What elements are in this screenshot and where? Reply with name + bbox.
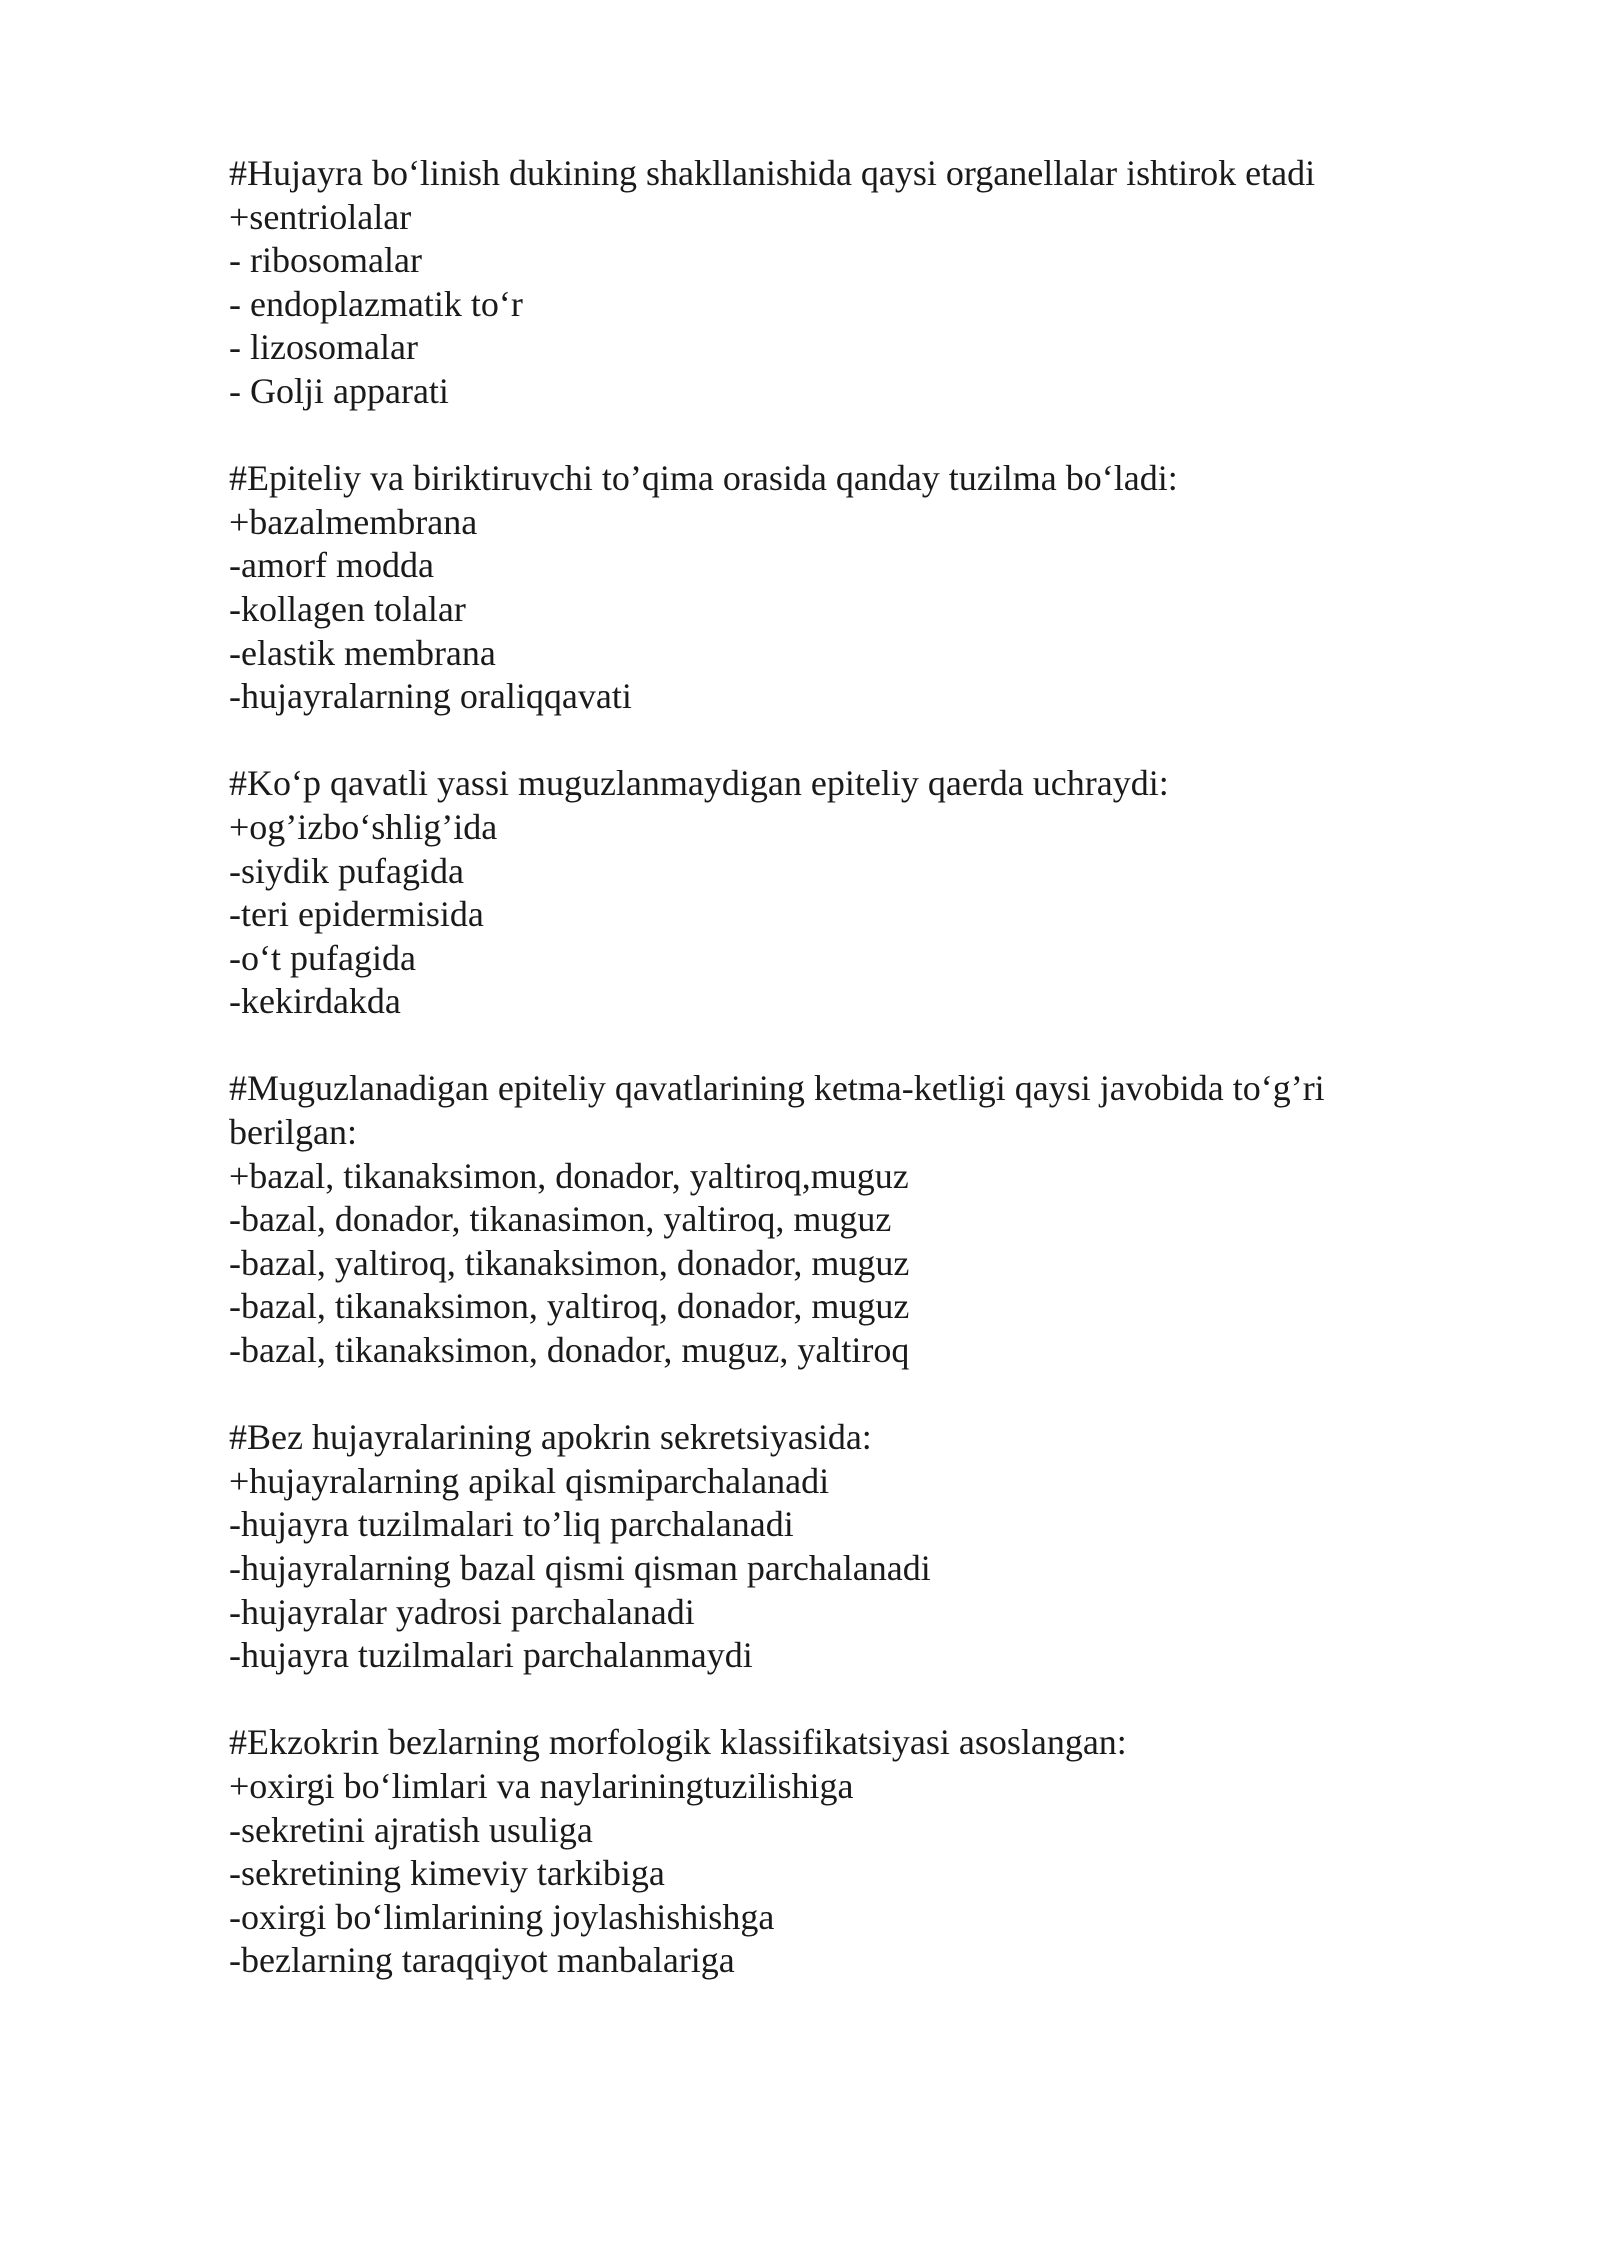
question-text: #Hujayra bo‘linish dukining shakllanishida qaysi organellalar ishtirok etadi — [229, 153, 1316, 193]
question-text: #Ko‘p qavatli yassi muguzlanmaydigan epiteliy qaerda uchraydi: — [229, 763, 1169, 804]
answer-option: -bazal, donador, tikanasimon, yaltiroq, muguz — [229, 1199, 892, 1240]
answer-option: -siydik pufagida — [229, 850, 464, 891]
question-block-3 — [229, 762, 1429, 1024]
question-block-4 — [229, 1067, 1429, 1372]
answer-option: - endoplazmatik to‘r — [229, 283, 523, 324]
question-block-2 — [229, 457, 1429, 719]
answer-option: -bazal, tikanaksimon, donador, muguz, yaltiroq — [229, 1330, 910, 1371]
answer-option: -hujayralarning oraliqqavati — [229, 676, 632, 717]
answer-option: -elastik membrana — [229, 632, 496, 673]
question-block-6 — [229, 1721, 1429, 1983]
answer-option: -sekretining kimeviy tarkibiga — [229, 1853, 665, 1894]
answer-option: -bezlarning taraqqiyot manbalariga — [229, 1940, 735, 1981]
answer-option: -sekretini ajratish usuliga — [229, 1809, 593, 1850]
answer-option: -hujayralar yadrosi parchalanadi — [229, 1591, 695, 1632]
question-block-1 — [229, 152, 1429, 414]
answer-option: -bazal, yaltiroq, tikanaksimon, donador, muguz — [229, 1242, 910, 1283]
answer-option: -kollagen tolalar — [229, 588, 466, 629]
answer-option: - ribosomalar — [229, 240, 422, 281]
question-text: #Bez hujayralarining apokrin sekretsiyasida: — [229, 1417, 872, 1458]
answer-option: - lizosomalar — [229, 327, 418, 368]
answer-option: -amorf modda — [229, 545, 434, 586]
correct-answer: +oxirgi bo‘limlari va naylariningtuzilishiga — [229, 1765, 854, 1806]
question-text: #Ekzokrin bezlarning morfologik klassifikatsiyasi asoslangan: — [229, 1722, 1127, 1763]
answer-option: -o‘t pufagida — [229, 937, 416, 978]
document-page — [229, 152, 1429, 2027]
answer-option: -bazal, tikanaksimon, yaltiroq, donador, muguz — [229, 1286, 910, 1327]
question-block-5 — [229, 1416, 1429, 1678]
answer-option: -kekirdakda — [229, 981, 401, 1022]
question-text: #Epiteliy va biriktiruvchi to’qima orasida qanday tuzilma bo‘ladi: — [229, 458, 1178, 499]
answer-option: -hujayra tuzilmalari parchalanmaydi — [229, 1635, 753, 1676]
answer-option: - Golji apparati — [229, 370, 449, 411]
answer-option: -hujayralarning bazal qismi qisman parchalanadi — [229, 1548, 931, 1588]
correct-answer: +bazal, tikanaksimon, donador, yaltiroq,muguz — [229, 1155, 909, 1196]
answer-option: -oxirgi bo‘limlarining joylashishishga — [229, 1896, 775, 1937]
correct-answer: +sentriolalar — [229, 196, 412, 237]
correct-answer: +og’izbo‘shlig’ida — [229, 806, 498, 847]
question-text: #Muguzlanadigan epiteliy qavatlarining ketma-ketligi qaysi javobida to‘g’ri berilgan: — [229, 1068, 1334, 1153]
correct-answer: +bazalmembrana — [229, 501, 478, 542]
answer-option: -teri epidermisida — [229, 894, 484, 935]
correct-answer: +hujayralarning apikal qismiparchalanadi — [229, 1460, 830, 1501]
answer-option: -hujayra tuzilmalari to’liq parchalanadi — [229, 1504, 794, 1545]
